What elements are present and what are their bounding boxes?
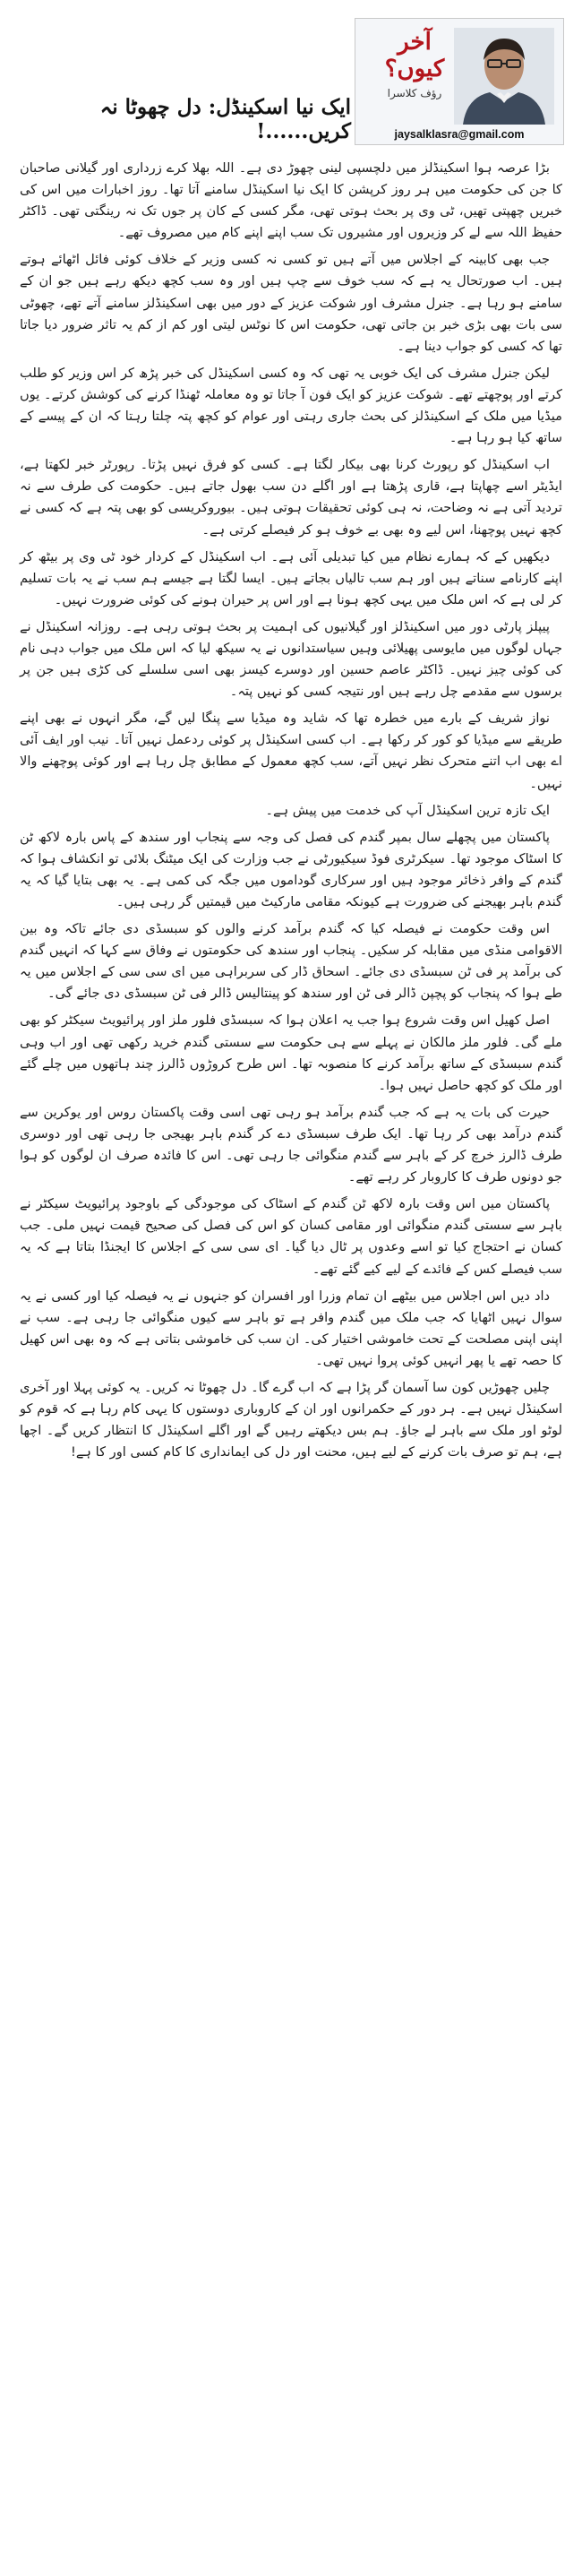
- column-header: [18, 13, 564, 151]
- article-paragraph: داد دیں اس اجلاس میں بیٹھے ان تمام وزرا اور افسران کو جنہوں نے یہ فیصلہ کیا اور کسی نے یہ سوال نہیں اٹھایا کہ جب ملک میں گندم وافر ہے تو باہر سے کیوں منگوائی جا رہی ہے۔ سب نے اپنی اپنی مصلحت کے تحت خاموشی اختیار کی۔ ان سب کی خاموشی بتاتی ہے کہ وہ بھی اس کھیل کا حصہ تھے یا پھر انہیں کوئی پروا نہیں تھی۔: [20, 1288, 562, 1368]
- article-paragraph: چلیں چھوڑیں کون سا آسمان گر پڑا ہے کہ اب گرے گا۔ دل چھوٹا نہ کریں۔ یہ کوئی پہلا اور آخری اسکینڈل نہیں ہے۔ ہر دور کے حکمرانوں اور ان کے کاروباری دوستوں کا یہی کام رہا ہے کہ قوم کو لوٹو اور ملک سے باہر لے جاؤ۔ ہم بس دیکھتے رہیں گے اور اگلے اسکینڈل کا انتظار کریں گے۔ اچھا ہے، ہم تو صرف بات کرنے کے لیے ہیں، محنت اور دل کی ایمانداری کا کام کسی اور کا ہے!: [20, 1379, 562, 1460]
- article-paragraph: پاکستان میں اس وقت بارہ لاکھ ٹن گندم کے اسٹاک کی موجودگی کے باوجود پرائیویٹ سیکٹر نے باہر سے سستی گندم منگوائی اور مقامی کسان کو اس کی فصل کی صحیح قیمت نہیں ملی۔ جب کسان نے احتجاج کیا تو اسے وعدوں پر ٹال دیا گیا۔ ای سی سی کے اجلاس کا ایجنڈا بتاتا ہے کہ یہ سب فیصلے کس کے فائدے کے لیے کیے گئے تھے۔: [20, 1196, 562, 1277]
- article-paragraph: جب بھی کابینہ کے اجلاس میں آتے ہیں تو کسی نہ کسی وزیر کے خلاف کوئی فائل اٹھائے ہوتے ہیں۔ اب صورتحال یہ ہے کہ سب خوف سے چپ ہیں اور وہ سب کچھ دیکھ رہے ہیں جو ان کے سامنے ہو رہا ہے۔ جنرل مشرف اور شوکت عزیز کے دور میں بھی اسکینڈلز سامنے آتے تھے، چھوٹی سی بات بھی بڑی خبر بن جاتی تھی، حکومت اس کا نوٹس لیتی اور کم از کم یہ تاثر ضرور دیا جاتا تھا کہ کسی کو جواب دینا ہے۔: [20, 252, 562, 354]
- article-paragraph: ایک تازہ ترین اسکینڈل آپ کی خدمت میں پیش ہے۔: [265, 802, 550, 818]
- author-name: رؤف کلاسرا: [387, 86, 442, 99]
- article-paragraph: نواز شریف کے بارے میں خطرہ تھا کہ شاید وہ میڈیا سے پنگا لیں گے، مگر انہوں نے بھی اپنے طریقے سے میڈیا کو کور کر رکھا ہے۔ اب کسی اسکینڈل پر کوئی ردعمل نہیں آتا۔ نیب اور ایف آئی اے بھی اب اتنے متحرک نظر نہیں آتے، سب کچھ معمول کے مطابق چل رہا ہے اور کوئی پوچھنے والا نہیں۔: [20, 711, 562, 791]
- article-paragraph: پاکستان میں پچھلے سال بمپر گندم کی فصل کی وجہ سے پنجاب اور سندھ کے پاس بارہ لاکھ ٹن کا اسٹاک موجود تھا۔ سیکرٹری فوڈ سیکیورٹی نے جب وزارت کی ایک میٹنگ بلائی تو انکشاف ہوا کہ گندم کے وافر ذخائر موجود ہیں اور سرکاری گوداموں میں جگہ کی کمی ہے۔ یہ بھی بتایا گیا کہ یہ گندم باہر بھیجنے کی ضرورت ہے کیونکہ مقامی مارکیٹ میں قیمتیں گر رہی ہیں۔: [20, 829, 562, 909]
- column-masthead: [364, 30, 465, 99]
- author-photo-icon: [454, 28, 554, 125]
- article-headline: ایک نیا اسکینڈل: دل چھوٹا نہ کریں......!: [99, 95, 351, 143]
- article-body: [20, 158, 562, 1469]
- article-paragraph: لیکن جنرل مشرف کی ایک خوبی یہ تھی کہ وہ کسی اسکینڈل کی خبر پڑھ کر اس وزیر کو طلب کرتے اور پوچھتے تھے۔ شوکت عزیز کو ایک فون آ جاتا تو وہ معاملہ ٹھنڈا کرنے کی کوشش کرتے۔ یوں میڈیا میں ملک کے اسکینڈلز کی بحث جاری رہتی اور عوام کو کچھ پتہ چلتا رہتا کہ ان کے پیسے کے ساتھ کیا ہو رہا ہے۔: [20, 365, 562, 446]
- byline-box: [355, 18, 564, 145]
- article-paragraph: اس وقت حکومت نے فیصلہ کیا کہ گندم برآمد کرنے والوں کو سبسڈی دی جائے تاکہ وہ بین الاقوامی منڈی میں مقابلہ کر سکیں۔ پنجاب اور سندھ کی حکومتوں نے وفاق سے کہا کہ انہیں گندم کی برآمد پر فی ٹن سبسڈی دی جائے۔ اسحاق ڈار کی سربراہی میں ای سی سی کے اجلاس میں یہ طے ہوا کہ پنجاب کو پچپن ڈالر فی ٹن اور سندھ کو پینتالیس ڈالر فی ٹن سبسڈی دی جائے گی۔: [20, 921, 562, 1002]
- article-paragraph: حیرت کی بات یہ ہے کہ جب گندم برآمد ہو رہی تھی اسی وقت پاکستان روس اور یوکرین سے گندم درآمد بھی کر رہا تھا۔ ایک طرف سبسڈی دے کر گندم باہر بھیجی جا رہی تھی اور دوسری طرف ڈالرز خرچ کر کے باہر سے گندم منگوائی جا رہی تھی۔ اس کا فائدہ صرف ان لوگوں کو ہوا جو دونوں طرف کا کاروبار کر رہے تھے۔: [20, 1104, 562, 1185]
- article-paragraph: بڑا عرصہ ہوا اسکینڈلز میں دلچسپی لینی چھوڑ دی ہے۔ اللہ بھلا کرے زرداری اور گیلانی صاحبان کا جن کی حکومت میں ہر روز کرپشن کا ایک نیا اسکینڈل سامنے آتا تھا۔ روز اخبارات میں اس کی خبریں چھپتی تھیں، ٹی وی پر بحث ہوتی تھی، مگر کسی کے کان پر جوں تک نہ رینگتی تھی۔ ڈاکٹر حفیظ اللہ سے لے کر وزیروں اور مشیروں تک سب اپنے اپنے کام میں مصروف تھے۔: [20, 160, 562, 241]
- article-paragraph: اصل کھیل اس وقت شروع ہوا جب یہ اعلان ہوا کہ سبسڈی فلور ملز اور پرائیویٹ سیکٹر کو بھی ملے گی۔ فلور ملز مالکان نے پہلے سے ہی حکومت سے سستی گندم خرید رکھی تھی اور اب وہی گندم سبسڈی کے ساتھ برآمد کرنے کا منصوبہ تھا۔ اس طرح کروڑوں ڈالرز چند ہاتھوں میں چلے گئے اور ملک کو کچھ حاصل نہیں ہوا۔: [20, 1012, 562, 1093]
- article-paragraph: اب اسکینڈل کو رپورٹ کرنا بھی بیکار لگتا ہے۔ کسی کو فرق نہیں پڑتا۔ رپورٹر خبر لکھتا ہے، ایڈیٹر اسے چھاپتا ہے، قاری پڑھتا ہے اور اگلے دن سب بھول جاتے ہیں۔ حکومت کی طرف سے نہ تردید آتی ہے نہ وضاحت، نہ ہی کوئی تحقیقات ہوتی ہیں۔ بیوروکریسی کو بھی پتہ ہے کہ کسی نے کچھ نہیں پوچھنا، اس لیے وہ بھی بے خوف ہو کر فیصلے کرتی ہے۔: [20, 457, 562, 538]
- column-title: آخر کیوں؟: [384, 29, 445, 82]
- author-email: jaysalklasra@gmail.com: [394, 128, 525, 141]
- article-paragraph: پیپلز پارٹی دور میں اسکینڈلز اور گیلانیوں کی اہمیت پر بحث ہوتی رہی ہے۔ روزانہ اسکینڈل نے جہاں لوگوں میں مایوسی پھیلائی وہیں سیاستدانوں نے یہ سیکھ لیا کہ اس ملک میں جواب دہی نام کی کوئی چیز نہیں۔ ڈاکٹر عاصم حسین اور دوسرے کیسز بھی اسی سلسلے کی کڑی ہیں جن پر برسوں سے مقدمے چل رہے ہیں اور نتیجہ کسی کو نہیں پتہ۔: [20, 618, 562, 700]
- author-portrait: [454, 28, 554, 125]
- article-paragraph: دیکھیں کے کہ ہمارے نظام میں کیا تبدیلی آئی ہے۔ اب اسکینڈل کے کردار خود ٹی وی پر بیٹھ کر اپنے کارنامے سناتے ہیں اور ہم سب تالیاں بجاتے ہیں۔ ایسا لگتا ہے جیسے ہم سب نے یہ بات تسلیم کر لی ہے کہ اس ملک میں یہی کچھ ہونا ہے اور اس پر حیران ہونے کی کوئی ضرورت نہیں۔: [20, 548, 562, 607]
